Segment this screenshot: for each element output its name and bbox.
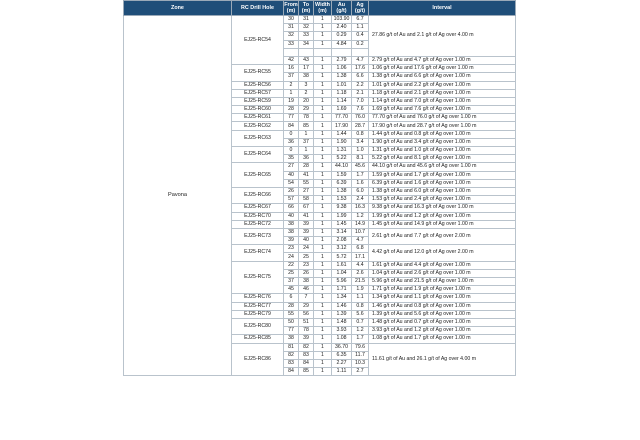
au-cell: 1.14 <box>332 97 352 105</box>
interval-cell: 1.06 g/t of Au and 17.6 g/t of Ag over 1.00 m <box>369 65 516 73</box>
to-cell: 39 <box>299 220 314 228</box>
interval-cell: 1.59 g/t of Au and 1.7 g/t of Ag over 1.00 m <box>369 171 516 179</box>
width-cell: 1 <box>314 138 332 146</box>
au-cell: 5.72 <box>332 253 352 261</box>
au-cell: 3.12 <box>332 245 352 253</box>
ag-cell: 1.1 <box>352 294 369 302</box>
width-cell: 1 <box>314 269 332 277</box>
to-cell: 3 <box>299 81 314 89</box>
to-cell: 78 <box>299 114 314 122</box>
interval-cell: 1.34 g/t of Au and 1.1 g/t of Ag over 1.00 m <box>369 294 516 302</box>
from-cell: 40 <box>284 171 299 179</box>
au-cell: 1.61 <box>332 261 352 269</box>
from-cell: 50 <box>284 318 299 326</box>
interval-cell: 1.38 g/t of Au and 6.0 g/t of Ag over 1.00 m <box>369 187 516 195</box>
ag-cell: 6.8 <box>352 245 369 253</box>
drill-hole-cell: EJ25-RC80 <box>232 318 284 334</box>
from-cell: 22 <box>284 261 299 269</box>
to-cell: 17 <box>299 65 314 73</box>
au-cell: 77.70 <box>332 114 352 122</box>
drill-hole-cell: EJ25-RC62 <box>232 122 284 130</box>
to-cell: 24 <box>299 245 314 253</box>
ag-cell: 28.7 <box>352 122 369 130</box>
width-cell: 1 <box>314 359 332 367</box>
to-cell: 34 <box>299 40 314 48</box>
ag-cell: 6.7 <box>352 16 369 24</box>
to-cell: 41 <box>299 171 314 179</box>
from-cell: 37 <box>284 73 299 81</box>
from-cell: 37 <box>284 278 299 286</box>
from-cell: 66 <box>284 204 299 212</box>
to-cell: 1 <box>299 130 314 138</box>
header-au: Au (g/t) <box>332 1 352 16</box>
interval-cell: 5.96 g/t of Au and 21.5 g/t of Ag over 1.00 m <box>369 278 516 286</box>
width-cell: 1 <box>314 97 332 105</box>
ag-cell: 5.6 <box>352 310 369 318</box>
au-cell: 1.08 <box>332 335 352 343</box>
au-cell: 0.29 <box>332 32 352 40</box>
to-cell: 23 <box>299 261 314 269</box>
from-cell: 55 <box>284 310 299 318</box>
width-cell: 1 <box>314 106 332 114</box>
from-cell: 16 <box>284 65 299 73</box>
from-cell: 83 <box>284 359 299 367</box>
au-cell: 1.38 <box>332 73 352 81</box>
from-cell: 24 <box>284 253 299 261</box>
to-cell: 1 <box>299 147 314 155</box>
from-cell <box>284 48 299 56</box>
ag-cell: 8.1 <box>352 155 369 163</box>
from-cell: 39 <box>284 237 299 245</box>
from-cell: 38 <box>284 228 299 236</box>
ag-cell: 10.3 <box>352 359 369 367</box>
au-cell: 1.31 <box>332 147 352 155</box>
from-cell: 77 <box>284 114 299 122</box>
ag-cell: 2.2 <box>352 81 369 89</box>
ag-cell: 16.3 <box>352 204 369 212</box>
from-cell: 26 <box>284 187 299 195</box>
width-cell: 1 <box>314 171 332 179</box>
ag-cell: 4.7 <box>352 56 369 64</box>
to-cell: 2 <box>299 89 314 97</box>
au-cell: 3.93 <box>332 327 352 335</box>
ag-cell: 4.7 <box>352 237 369 245</box>
width-cell: 1 <box>314 187 332 195</box>
to-cell: 46 <box>299 286 314 294</box>
au-cell: 4.84 <box>332 40 352 48</box>
ag-cell: 3.4 <box>352 138 369 146</box>
au-cell: 1.11 <box>332 368 352 376</box>
from-cell: 42 <box>284 56 299 64</box>
to-cell: 56 <box>299 310 314 318</box>
interval-cell: 1.45 g/t of Au and 14.9 g/t of Ag over 1.00 m <box>369 220 516 228</box>
results-table-container <box>123 0 515 376</box>
au-cell: 17.90 <box>332 122 352 130</box>
from-cell: 36 <box>284 138 299 146</box>
width-cell: 1 <box>314 122 332 130</box>
interval-cell: 1.01 g/t of Au and 2.2 g/t of Ag over 1.00 m <box>369 81 516 89</box>
from-cell: 0 <box>284 147 299 155</box>
ag-cell: 1.2 <box>352 327 369 335</box>
to-cell: 25 <box>299 253 314 261</box>
width-cell: 1 <box>314 261 332 269</box>
header-from: From (m) <box>284 2 298 14</box>
to-cell: 67 <box>299 204 314 212</box>
ag-cell <box>352 48 369 56</box>
interval-cell: 1.39 g/t of Au and 5.6 g/t of Ag over 1.00 m <box>369 310 516 318</box>
au-cell: 1.99 <box>332 212 352 220</box>
width-cell: 1 <box>314 294 332 302</box>
from-cell: 25 <box>284 269 299 277</box>
au-cell: 1.90 <box>332 138 352 146</box>
from-cell: 38 <box>284 220 299 228</box>
width-cell: 1 <box>314 16 332 24</box>
ag-cell: 2.4 <box>352 196 369 204</box>
au-cell: 1.18 <box>332 89 352 97</box>
drill-hole-cell: EJ25-RC77 <box>232 302 284 310</box>
to-cell: 29 <box>299 302 314 310</box>
interval-cell: 9.38 g/t of Au and 16.3 g/t of Ag over 1.00 m <box>369 204 516 212</box>
to-cell: 55 <box>299 179 314 187</box>
to-cell: 83 <box>299 351 314 359</box>
header-row <box>124 1 516 16</box>
interval-cell: 44.10 g/t of Au and 45.6 g/t of Ag over 1.00 m <box>369 163 516 171</box>
width-cell <box>314 48 332 56</box>
table-row <box>124 16 516 24</box>
from-cell: 38 <box>284 335 299 343</box>
drill-hole-cell: EJ25-RC73 <box>232 228 284 244</box>
ag-cell: 1.0 <box>352 147 369 155</box>
to-cell: 26 <box>299 269 314 277</box>
ag-cell: 21.5 <box>352 278 369 286</box>
drill-hole-cell: EJ25-RC67 <box>232 204 284 212</box>
to-cell: 28 <box>299 163 314 171</box>
from-cell: 33 <box>284 40 299 48</box>
from-cell: 6 <box>284 294 299 302</box>
header-zone: Zone <box>124 1 232 16</box>
width-cell: 1 <box>314 286 332 294</box>
interval-cell: 1.08 g/t of Au and 1.7 g/t of Ag over 1.00 m <box>369 335 516 343</box>
from-cell: 23 <box>284 245 299 253</box>
au-cell: 5.96 <box>332 278 352 286</box>
zone-cell: Pavona <box>124 16 232 376</box>
from-cell: 84 <box>284 122 299 130</box>
ag-cell: 0.7 <box>352 318 369 326</box>
drill-hole-cell: EJ25-RC86 <box>232 343 284 376</box>
au-cell: 1.45 <box>332 220 352 228</box>
to-cell: 41 <box>299 212 314 220</box>
interval-cell: 11.61 g/t of Au and 26.1 g/t of Ag over 4.00 m <box>369 343 516 376</box>
from-cell: 57 <box>284 196 299 204</box>
width-cell: 1 <box>314 237 332 245</box>
header-to: To (m) <box>299 1 314 16</box>
to-cell: 51 <box>299 318 314 326</box>
to-cell: 84 <box>299 359 314 367</box>
drill-hole-cell: EJ25-RC56 <box>232 81 284 89</box>
drill-hole-cell: EJ25-RC72 <box>232 220 284 228</box>
width-cell: 1 <box>314 179 332 187</box>
drill-hole-cell: EJ25-RC55 <box>232 65 284 81</box>
drill-hole-cell: EJ25-RC60 <box>232 106 284 114</box>
au-cell: 2.27 <box>332 359 352 367</box>
drill-hole-cell: EJ25-RC65 <box>232 163 284 188</box>
au-cell: 1.39 <box>332 310 352 318</box>
interval-cell: 2.79 g/t of Au and 4.7 g/t of Ag over 1.00 m <box>369 56 516 64</box>
width-cell: 1 <box>314 327 332 335</box>
width-cell: 1 <box>314 368 332 376</box>
to-cell: 31 <box>299 16 314 24</box>
au-cell: 1.06 <box>332 65 352 73</box>
width-cell: 1 <box>314 81 332 89</box>
to-cell: 85 <box>299 368 314 376</box>
ag-cell: 79.6 <box>352 343 369 351</box>
width-cell: 1 <box>314 196 332 204</box>
interval-cell: 2.61 g/t of Au and 7.7 g/t of Ag over 2.00 m <box>369 228 516 244</box>
ag-cell: 1.1 <box>352 24 369 32</box>
width-cell: 1 <box>314 32 332 40</box>
width-cell: 1 <box>314 65 332 73</box>
interval-cell: 1.31 g/t of Au and 1.0 g/t of Ag over 1.00 m <box>369 147 516 155</box>
width-cell: 1 <box>314 147 332 155</box>
au-cell: 5.22 <box>332 155 352 163</box>
interval-cell: 1.44 g/t of Au and 0.8 g/t of Ag over 1.00 m <box>369 130 516 138</box>
ag-cell: 0.2 <box>352 40 369 48</box>
drill-hole-cell: EJ25-RC66 <box>232 187 284 203</box>
drill-hole-cell: EJ25-RC57 <box>232 89 284 97</box>
ag-cell: 6.0 <box>352 187 369 195</box>
interval-cell: 1.46 g/t of Au and 0.8 g/t of Ag over 1.00 m <box>369 302 516 310</box>
from-cell: 54 <box>284 179 299 187</box>
au-cell: 6.39 <box>332 179 352 187</box>
width-cell: 1 <box>314 130 332 138</box>
width-cell: 1 <box>314 335 332 343</box>
ag-cell: 45.6 <box>352 163 369 171</box>
to-cell: 39 <box>299 335 314 343</box>
to-cell: 37 <box>299 138 314 146</box>
au-cell: 1.71 <box>332 286 352 294</box>
interval-cell: 1.04 g/t of Au and 2.6 g/t of Ag over 1.00 m <box>369 269 516 277</box>
au-cell: 1.46 <box>332 302 352 310</box>
to-cell: 85 <box>299 122 314 130</box>
to-cell: 39 <box>299 228 314 236</box>
from-cell: 30 <box>284 16 299 24</box>
ag-cell: 1.6 <box>352 179 369 187</box>
from-cell: 1 <box>284 89 299 97</box>
au-cell: 1.04 <box>332 269 352 277</box>
au-cell: 1.48 <box>332 318 352 326</box>
from-cell: 81 <box>284 343 299 351</box>
au-cell: 2.08 <box>332 237 352 245</box>
to-cell: 36 <box>299 155 314 163</box>
from-cell: 0 <box>284 130 299 138</box>
to-cell: 7 <box>299 294 314 302</box>
to-cell: 38 <box>299 73 314 81</box>
width-cell: 1 <box>314 351 332 359</box>
width-cell: 1 <box>314 24 332 32</box>
interval-cell: 1.48 g/t of Au and 0.7 g/t of Ag over 1.00 m <box>369 318 516 326</box>
ag-cell: 1.2 <box>352 212 369 220</box>
width-cell: 1 <box>314 302 332 310</box>
ag-cell: 2.7 <box>352 368 369 376</box>
interval-cell: 1.90 g/t of Au and 3.4 g/t of Ag over 1.00 m <box>369 138 516 146</box>
width-cell: 1 <box>314 163 332 171</box>
to-cell: 20 <box>299 97 314 105</box>
table-body <box>124 16 516 376</box>
au-cell: 103.90 <box>332 16 352 24</box>
drill-hole-cell: EJ25-RC79 <box>232 310 284 318</box>
drill-hole-cell: EJ25-RC61 <box>232 114 284 122</box>
to-cell: 33 <box>299 32 314 40</box>
from-cell: 35 <box>284 155 299 163</box>
ag-cell: 0.8 <box>352 130 369 138</box>
ag-cell: 1.9 <box>352 286 369 294</box>
ag-cell: 4.4 <box>352 261 369 269</box>
interval-cell: 6.39 g/t of Au and 1.6 g/t of Ag over 1.00 m <box>369 179 516 187</box>
ag-cell: 1.7 <box>352 171 369 179</box>
width-cell: 1 <box>314 310 332 318</box>
drill-hole-cell: EJ25-RC76 <box>232 294 284 302</box>
from-cell: 77 <box>284 327 299 335</box>
to-cell: 43 <box>299 56 314 64</box>
au-cell: 1.59 <box>332 171 352 179</box>
ag-cell: 0.8 <box>352 302 369 310</box>
from-cell: 31 <box>284 24 299 32</box>
au-cell: 36.70 <box>332 343 352 351</box>
drill-results-table <box>123 0 516 376</box>
interval-cell: 77.70 g/t of Au and 76.0 g/t of Ag over 1.00 m <box>369 114 516 122</box>
interval-cell: 27.86 g/t of Au and 2.1 g/t of Ag over 4.00 m <box>369 16 516 57</box>
from-cell: 84 <box>284 368 299 376</box>
width-cell: 1 <box>314 245 332 253</box>
au-cell: 44.10 <box>332 163 352 171</box>
ag-cell: 2.1 <box>352 89 369 97</box>
ag-cell: 7.6 <box>352 106 369 114</box>
to-cell: 78 <box>299 327 314 335</box>
to-cell: 58 <box>299 196 314 204</box>
width-cell: 1 <box>314 278 332 286</box>
ag-cell: 17.1 <box>352 253 369 261</box>
ag-cell: 6.6 <box>352 73 369 81</box>
width-cell: 1 <box>314 89 332 97</box>
width-cell: 1 <box>314 114 332 122</box>
drill-hole-cell: EJ25-RC75 <box>232 261 284 294</box>
from-cell: 28 <box>284 302 299 310</box>
drill-hole-cell: EJ25-RC59 <box>232 97 284 105</box>
width-cell: 1 <box>314 40 332 48</box>
interval-cell: 17.90 g/t of Au and 28.7 g/t of Ag over 1.00 m <box>369 122 516 130</box>
from-cell: 27 <box>284 163 299 171</box>
au-cell: 9.38 <box>332 204 352 212</box>
interval-cell: 5.22 g/t of Au and 8.1 g/t of Ag over 1.00 m <box>369 155 516 163</box>
header-hole: RC Drill Hole <box>232 1 284 16</box>
width-cell: 1 <box>314 343 332 351</box>
ag-cell: 14.9 <box>352 220 369 228</box>
drill-hole-cell: EJ25-RC63 <box>232 130 284 146</box>
to-cell: 40 <box>299 237 314 245</box>
au-cell <box>332 48 352 56</box>
width-cell: 1 <box>314 253 332 261</box>
width-cell: 1 <box>314 228 332 236</box>
au-cell: 1.44 <box>332 130 352 138</box>
au-cell: 2.79 <box>332 56 352 64</box>
drill-hole-cell: EJ25-RC54 <box>232 16 284 65</box>
width-cell: 1 <box>314 204 332 212</box>
ag-cell: 1.7 <box>352 335 369 343</box>
interval-cell: 3.93 g/t of Au and 1.2 g/t of Ag over 1.00 m <box>369 327 516 335</box>
from-cell: 2 <box>284 81 299 89</box>
from-cell: 82 <box>284 351 299 359</box>
au-cell: 6.35 <box>332 351 352 359</box>
to-cell: 27 <box>299 187 314 195</box>
au-cell: 2.40 <box>332 24 352 32</box>
from-cell: 19 <box>284 97 299 105</box>
to-cell: 82 <box>299 343 314 351</box>
interval-cell: 1.18 g/t of Au and 2.1 g/t of Ag over 1.00 m <box>369 89 516 97</box>
au-cell: 1.53 <box>332 196 352 204</box>
width-cell: 1 <box>314 155 332 163</box>
to-cell <box>299 48 314 56</box>
interval-cell: 1.71 g/t of Au and 1.9 g/t of Ag over 1.00 m <box>369 286 516 294</box>
au-cell: 1.69 <box>332 106 352 114</box>
width-cell: 1 <box>314 73 332 81</box>
interval-cell: 1.53 g/t of Au and 2.4 g/t of Ag over 1.00 m <box>369 196 516 204</box>
to-cell: 32 <box>299 24 314 32</box>
from-cell: 40 <box>284 212 299 220</box>
ag-cell: 7.0 <box>352 97 369 105</box>
width-cell: 1 <box>314 220 332 228</box>
drill-hole-cell: EJ25-RC85 <box>232 335 284 343</box>
width-cell: 1 <box>314 318 332 326</box>
ag-cell: 17.6 <box>352 65 369 73</box>
width-cell: 1 <box>314 56 332 64</box>
interval-cell: 1.69 g/t of Au and 7.6 g/t of Ag over 1.00 m <box>369 106 516 114</box>
ag-cell: 11.7 <box>352 351 369 359</box>
au-cell: 3.14 <box>332 228 352 236</box>
from-cell: 32 <box>284 32 299 40</box>
header-ag: Ag (g/t) <box>352 1 369 16</box>
au-cell: 1.34 <box>332 294 352 302</box>
to-cell: 29 <box>299 106 314 114</box>
drill-hole-cell: EJ25-RC74 <box>232 245 284 261</box>
drill-hole-cell: EJ25-RC64 <box>232 147 284 163</box>
from-cell: 45 <box>284 286 299 294</box>
ag-cell: 0.4 <box>352 32 369 40</box>
header-width: Width (m) <box>315 2 330 14</box>
interval-cell: 4.42 g/t of Au and 12.0 g/t of Ag over 2.00 m <box>369 245 516 261</box>
au-cell: 1.01 <box>332 81 352 89</box>
drill-hole-cell: EJ25-RC70 <box>232 212 284 220</box>
ag-cell: 2.6 <box>352 269 369 277</box>
header-interval: Interval <box>369 1 516 16</box>
from-cell: 28 <box>284 106 299 114</box>
interval-cell: 1.38 g/t of Au and 6.6 g/t of Ag over 1.00 m <box>369 73 516 81</box>
width-cell: 1 <box>314 212 332 220</box>
interval-cell: 1.14 g/t of Au and 7.0 g/t of Ag over 1.00 m <box>369 97 516 105</box>
ag-cell: 10.7 <box>352 228 369 236</box>
interval-cell: 1.61 g/t of Au and 4.4 g/t of Ag over 1.00 m <box>369 261 516 269</box>
au-cell: 1.38 <box>332 187 352 195</box>
ag-cell: 76.0 <box>352 114 369 122</box>
to-cell: 38 <box>299 278 314 286</box>
interval-cell: 1.99 g/t of Au and 1.2 g/t of Ag over 1.00 m <box>369 212 516 220</box>
